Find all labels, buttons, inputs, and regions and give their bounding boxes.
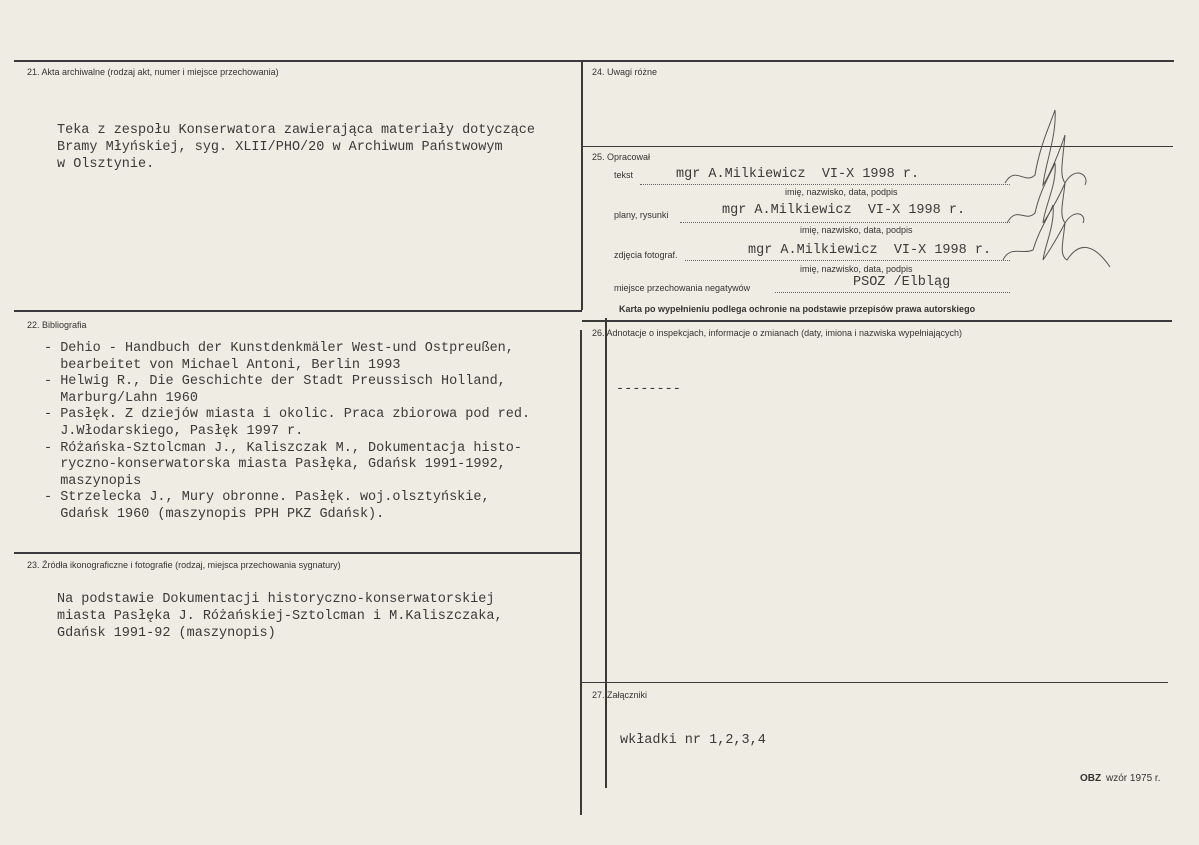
divider-26-27 (582, 682, 1168, 683)
plany-value: mgr A.Milkiewicz VI-X 1998 r. (722, 203, 966, 218)
section-26-label: 26. Adnotacje o inspekcjach, informacje o zmianach (daty, imiona i nazwiska wypełniających) (592, 328, 963, 338)
divider-23-right (580, 330, 582, 815)
signature-image (995, 105, 1125, 275)
plany-dotted-line (680, 222, 1010, 223)
zdjecia-label: zdjęcia fotograf. (614, 250, 678, 260)
plany-label: plany, rysunki (614, 210, 669, 220)
footer-text: wzór 1975 r. (1106, 773, 1161, 784)
bibliography-item: - Różańska-Sztolcman J., Kaliszczak M., Dokumentacja histo- ryczno-konserwatorska miasta Pasłęka, Gdańsk 1991-1992, maszynopis (44, 440, 522, 489)
center-divider-lower (605, 318, 607, 788)
tekst-sub-label: imię, nazwisko, data, podpis (785, 187, 898, 197)
negatywy-dotted-line (775, 292, 1010, 293)
section-23-line-1: Na podstawie Dokumentacji historyczno-konserwatorskiej (57, 592, 495, 607)
section-21-line-3: w Olsztynie. (57, 157, 155, 172)
tekst-dotted-line (640, 184, 1010, 185)
plany-sub-label: imię, nazwisko, data, podpis (800, 225, 913, 235)
section-21-line-2: Bramy Młyńskiej, syg. XLII/PHO/20 w Archiwum Państwowym (57, 140, 503, 155)
bibliography-item: - Strzelecka J., Mury obronne. Pasłęk. woj.olsztyńskie, Gdańsk 1960 (maszynopis PPH PKZ Gdańsk). (44, 490, 490, 522)
section-26-value: -------- (616, 382, 681, 397)
center-divider (581, 61, 583, 310)
bibliography-item: - Helwig R., Die Geschichte der Stadt Preussisch Holland, Marburg/Lahn 1960 (44, 374, 506, 406)
top-border (14, 60, 1174, 62)
bibliography-item: - Pasłęk. Z dziejów miasta i okolic. Praca zbiorowa pod red. J.Włodarskiego, Pasłęk 1997 r. (44, 407, 531, 439)
zdjecia-sub-label: imię, nazwisko, data, podpis (800, 264, 913, 274)
section-23-line-2: miasta Pasłęka J. Różańskiej-Sztolcman i M.Kaliszczaka, (57, 609, 503, 624)
section-24-label: 24. Uwagi różne (592, 67, 658, 77)
section-23-line-3: Gdańsk 1991-92 (maszynopis) (57, 626, 276, 641)
section-21-label: 21. Akta archiwalne (rodzaj akt, numer i miejsce przechowania) (27, 67, 279, 77)
section-25-label: 25. Opracował (592, 152, 651, 162)
divider-21-22 (14, 310, 582, 312)
zdjecia-value: mgr A.Milkiewicz VI-X 1998 r. (748, 243, 992, 258)
tekst-label: tekst (614, 170, 634, 180)
section-22-label: 22. Bibliografia (27, 320, 87, 330)
section-27-label: 27. Załączniki (592, 690, 648, 700)
divider-25-26 (582, 320, 1172, 322)
copyright-notice: Karta po wypełnieniu podlega ochronie na podstawie przepisów prawa autorskiego (619, 304, 976, 314)
divider-22-23 (14, 552, 580, 554)
section-21-line-1: Teka z zespołu Konserwatora zawierająca materiały dotyczące (57, 123, 535, 138)
negatywy-value: PSOZ /Elbląg (853, 275, 951, 290)
negatywy-label: miejsce przechowania negatywów (614, 283, 751, 293)
bibliography-item: - Dehio - Handbuch der Kunstdenkmäler West-und Ostpreußen, bearbeitet von Michael Antoni, Berlin 1993 (44, 341, 514, 373)
tekst-value: mgr A.Milkiewicz VI-X 1998 r. (676, 167, 920, 182)
section-23-label: 23. Źródła ikonograficzne i fotografie (rodzaj, miejsca przechowania sygnatury) (27, 560, 341, 570)
bibliography-list (44, 341, 530, 524)
footer-org: OBZ (1080, 773, 1102, 784)
section-27-value: wkładki nr 1,2,3,4 (620, 733, 766, 748)
zdjecia-dotted-line (685, 260, 1010, 261)
